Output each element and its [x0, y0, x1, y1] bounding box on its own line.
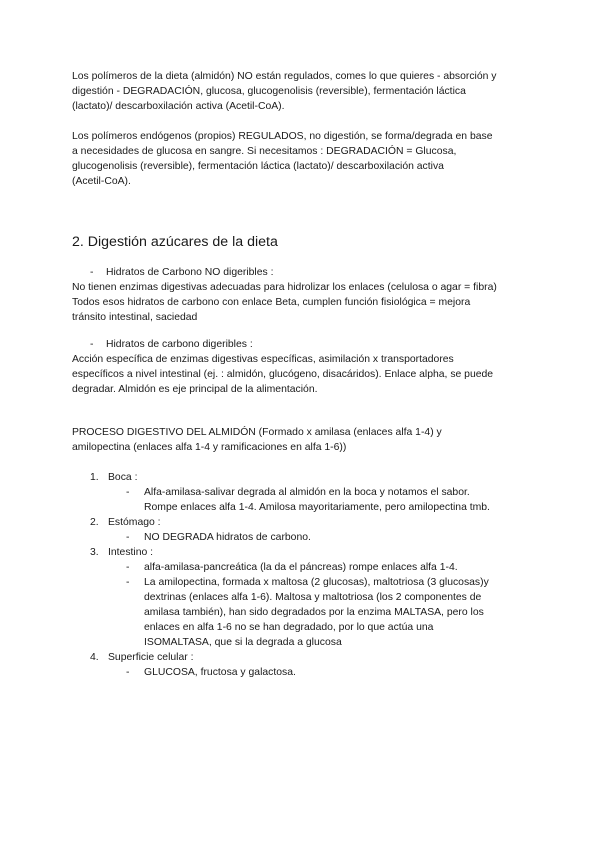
list-item-estomago	[90, 515, 161, 530]
text-line: Los polímeros endógenos (propios) REGULADOS, no digestión, se forma/degrada en base	[72, 131, 493, 142]
list-label: Boca :	[108, 472, 138, 483]
list-item-intestino	[90, 545, 153, 560]
text-line: digestión - DEGRADACIÓN, glucosa, glucogenolisis (reversible), fermentación láctica	[72, 86, 466, 97]
text-line: Rompe enlaces alfa 1-4. Amilosa mayoritariamente, pero amilopectina tmb.	[144, 502, 490, 513]
no-digeribles-text	[72, 280, 542, 325]
text-line: amilasa también), han sido degradados por la enzima MALTASA, pero los	[144, 607, 484, 618]
text-line: dextrinas (enlaces alfa 1-6). Maltosa y maltotriosa (los 2 componentes de	[144, 592, 482, 603]
list-number: 2.	[90, 517, 99, 528]
text-line: alfa-amilasa-pancreática (la da el páncreas) rompe enlaces alfa 1-4.	[144, 562, 458, 573]
text-line: tránsito intestinal, saciedad	[72, 312, 198, 323]
dash-bullet: -	[126, 487, 130, 498]
text-line: (Acetil-CoA).	[72, 176, 131, 187]
section-heading: 2. Digestión azúcares de la dieta	[72, 234, 278, 250]
list-item-boca	[90, 470, 137, 485]
bullet-title: Hidratos de carbono digeribles :	[106, 339, 253, 350]
list-label: Intestino :	[108, 547, 154, 558]
list-label: Superficie celular :	[108, 652, 194, 663]
bullet-digeribles	[90, 337, 253, 352]
dash-bullet: -	[126, 562, 130, 573]
text-line: PROCESO DIGESTIVO DEL ALMIDÓN (Formado x amilasa (enlaces alfa 1-4) y	[72, 427, 442, 438]
text-line: glucogenolisis (reversible), fermentación láctica (lactato)/ descarboxilación activa	[72, 161, 444, 172]
text-line: GLUCOSA, fructosa y galactosa.	[144, 667, 296, 678]
text-line: (lactato)/ descarboxilación activa (Acetil-CoA).	[72, 101, 285, 112]
sub-item-text	[144, 575, 489, 650]
sub-item-text	[144, 665, 296, 680]
dash-bullet: -	[90, 267, 94, 278]
text-line: a necesidades de glucosa en sangre. Si necesitamos : DEGRADACIÓN = Glucosa,	[72, 146, 457, 157]
text-line: NO DEGRADA hidratos de carbono.	[144, 532, 311, 543]
intro-paragraph-2	[72, 129, 534, 189]
bullet-no-digeribles	[90, 265, 274, 280]
list-number: 3.	[90, 547, 99, 558]
sub-item-text	[144, 485, 490, 515]
text-line: No tienen enzimas digestivas adecuadas para hidrolizar los enlaces (celulosa o agar = fibra)	[72, 282, 497, 293]
list-number: 4.	[90, 652, 99, 663]
text-line: específicos a nivel intestinal (ej. : almidón, glucógeno, disacáridos). Enlace alpha, se puede	[72, 369, 494, 380]
bullet-title: Hidratos de Carbono NO digeribles :	[106, 267, 274, 278]
sub-item-text	[144, 530, 311, 545]
sub-item-text	[144, 560, 458, 575]
text-line: La amilopectina, formada x maltosa (2 glucosas), maltotriosa (3 glucosas)y	[144, 577, 489, 588]
dash-bullet: -	[126, 532, 130, 543]
proceso-title	[72, 425, 542, 455]
text-line: amilopectina (enlaces alfa 1-4 y ramificaciones en alfa 1-6))	[72, 442, 347, 453]
digeribles-text	[72, 352, 542, 397]
intro-paragraph-1	[72, 69, 534, 114]
text-line: Alfa-amilasa-salivar degrada al almidón en la boca y notamos el sabor.	[144, 487, 470, 498]
list-item-superficie-celular	[90, 650, 193, 665]
dash-bullet: -	[126, 667, 130, 678]
text-line: degradar. Almidón es eje principal de la alimentación.	[72, 384, 318, 395]
dash-bullet: -	[126, 577, 130, 588]
dash-bullet: -	[90, 339, 94, 350]
text-line: enlaces en alfa 1-6 no se han degradado, por lo que actúa una	[144, 622, 434, 633]
text-line: Los polímeros de la dieta (almidón) NO están regulados, comes lo que quieres - absorción y	[72, 71, 497, 82]
list-number: 1.	[90, 472, 99, 483]
text-line: Acción específica de enzimas digestivas específicas, asimilación x transportadores	[72, 354, 454, 365]
list-label: Estómago :	[108, 517, 161, 528]
text-line: ISOMALTASA, que si la degrada a glucosa	[144, 637, 342, 648]
text-line: Todos esos hidratos de carbono con enlace Beta, cumplen función fisiológica = mejora	[72, 297, 471, 308]
